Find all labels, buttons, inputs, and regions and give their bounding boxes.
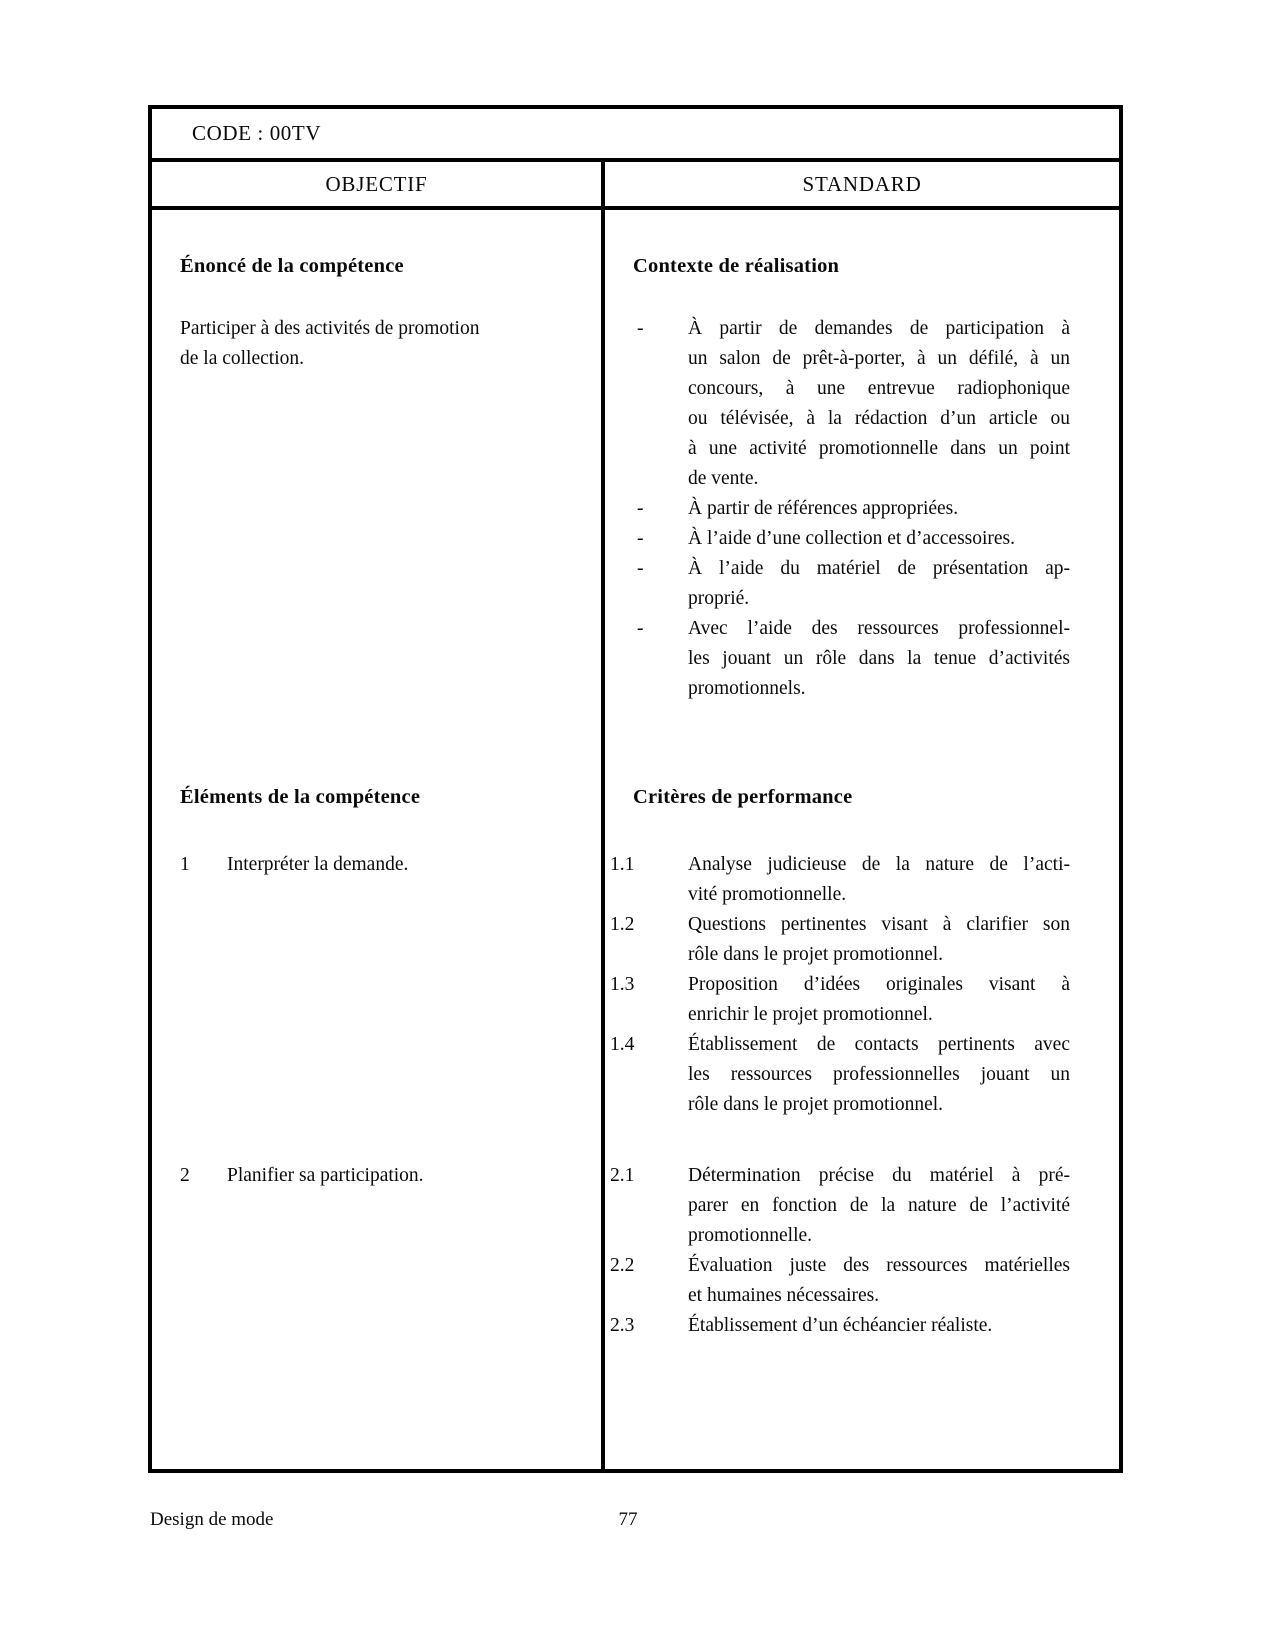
criteria-item (610, 970, 1070, 1030)
context-line: Avec l’aide des ressources professionnel- (688, 618, 1070, 639)
criteria-group-2 (610, 1161, 1070, 1341)
context-item (610, 314, 1070, 494)
context-line: un salon de prêt-à-porter, à un défilé, à un (688, 348, 1070, 369)
criteria-number: 2.3 (610, 1315, 635, 1336)
footer-page-number: 77 (618, 1509, 638, 1530)
context-heading: Contexte de réalisation (633, 255, 840, 277)
context-line: de vente. (688, 468, 759, 489)
dash-marker: - (637, 618, 644, 639)
code-label: CODE : 00TV (192, 121, 322, 145)
criteria-number: 2.1 (610, 1165, 635, 1186)
criteria-number: 1.1 (610, 854, 635, 875)
elements-heading: Éléments de la compétence (180, 786, 421, 808)
dash-marker: - (637, 498, 644, 519)
code-row (152, 109, 1119, 162)
context-item (610, 554, 1070, 614)
objectif-column-header: OBJECTIF (152, 162, 605, 206)
statement-heading: Énoncé de la compétence (180, 255, 404, 277)
table-body (152, 210, 1119, 1469)
criteria-item (610, 910, 1070, 970)
criteria-item (610, 1311, 1070, 1341)
criteria-line: parer en fonction de la nature de l’activité (688, 1195, 1070, 1216)
criteria-line: Analyse judicieuse de la nature de l’acti- (688, 854, 1070, 875)
criteria-line: Établissement de contacts pertinents avec (688, 1034, 1070, 1055)
context-line: promotionnels. (688, 678, 806, 699)
criteria-number: 1.3 (610, 974, 635, 995)
element-item-1 (180, 850, 591, 880)
criteria-line: les ressources professionnelles jouant un (688, 1064, 1070, 1085)
context-line: les jouant un rôle dans la tenue d’activités (688, 648, 1070, 669)
element-item-2 (180, 1161, 591, 1191)
element-text: Interpréter la demande. (227, 854, 409, 875)
criteria-line: Évaluation juste des ressources matérielles (688, 1255, 1070, 1276)
column-headers-row (152, 162, 1119, 210)
statement-line: Participer à des activités de promotion (180, 318, 480, 339)
competency-table (148, 105, 1123, 1473)
element-number: 1 (180, 854, 190, 875)
context-item (610, 614, 1070, 704)
context-line: À l’aide du matériel de présentation ap- (688, 558, 1070, 579)
context-line: À partir de références appropriées. (688, 498, 959, 519)
criteria-line: Proposition d’idées originales visant à (688, 974, 1070, 995)
criteria-line: Questions pertinentes visant à clarifier son (688, 914, 1070, 935)
context-line: à une activité promotionnelle dans un point (688, 438, 1070, 459)
context-line: concours, à une entrevue radiophonique (688, 378, 1070, 399)
criteria-item (610, 1161, 1070, 1251)
dash-marker: - (637, 318, 644, 339)
dash-marker: - (637, 528, 644, 549)
criteria-heading: Critères de performance (633, 786, 853, 808)
context-line: ou télévisée, à la rédaction d’un article ou (688, 408, 1070, 429)
context-line: proprié. (688, 588, 750, 609)
context-item (610, 524, 1070, 554)
dash-marker: - (637, 558, 644, 579)
criteria-line: rôle dans le projet promotionnel. (688, 944, 944, 965)
criteria-line: Établissement d’un échéancier réaliste. (688, 1315, 993, 1336)
criteria-line: vité promotionnelle. (688, 884, 847, 905)
context-line: À partir de demandes de participation à (688, 318, 1070, 339)
criteria-item (610, 1030, 1070, 1120)
context-line: À l’aide d’une collection et d’accessoires. (688, 528, 1016, 549)
criteria-number: 1.2 (610, 914, 635, 935)
objectif-column (152, 210, 605, 1469)
criteria-line: et humaines nécessaires. (688, 1285, 880, 1306)
criteria-item (610, 850, 1070, 910)
criteria-line: enrichir le projet promotionnel. (688, 1004, 933, 1025)
criteria-line: promotionnelle. (688, 1225, 813, 1246)
statement-line: de la collection. (180, 348, 304, 369)
element-number: 2 (180, 1165, 190, 1186)
criteria-line: Détermination précise du matériel à pré- (688, 1165, 1070, 1186)
criteria-item (610, 1251, 1070, 1311)
criteria-number: 2.2 (610, 1255, 635, 1276)
statement-text (180, 314, 562, 374)
standard-column (605, 210, 1119, 1469)
criteria-number: 1.4 (610, 1034, 635, 1055)
element-text: Planifier sa participation. (227, 1165, 424, 1186)
standard-column-header: STANDARD (802, 171, 922, 196)
criteria-line: rôle dans le projet promotionnel. (688, 1094, 944, 1115)
context-item (610, 494, 1070, 524)
context-list (610, 314, 1070, 704)
footer-document-title: Design de mode (150, 1509, 274, 1530)
criteria-group-1 (610, 850, 1070, 1120)
